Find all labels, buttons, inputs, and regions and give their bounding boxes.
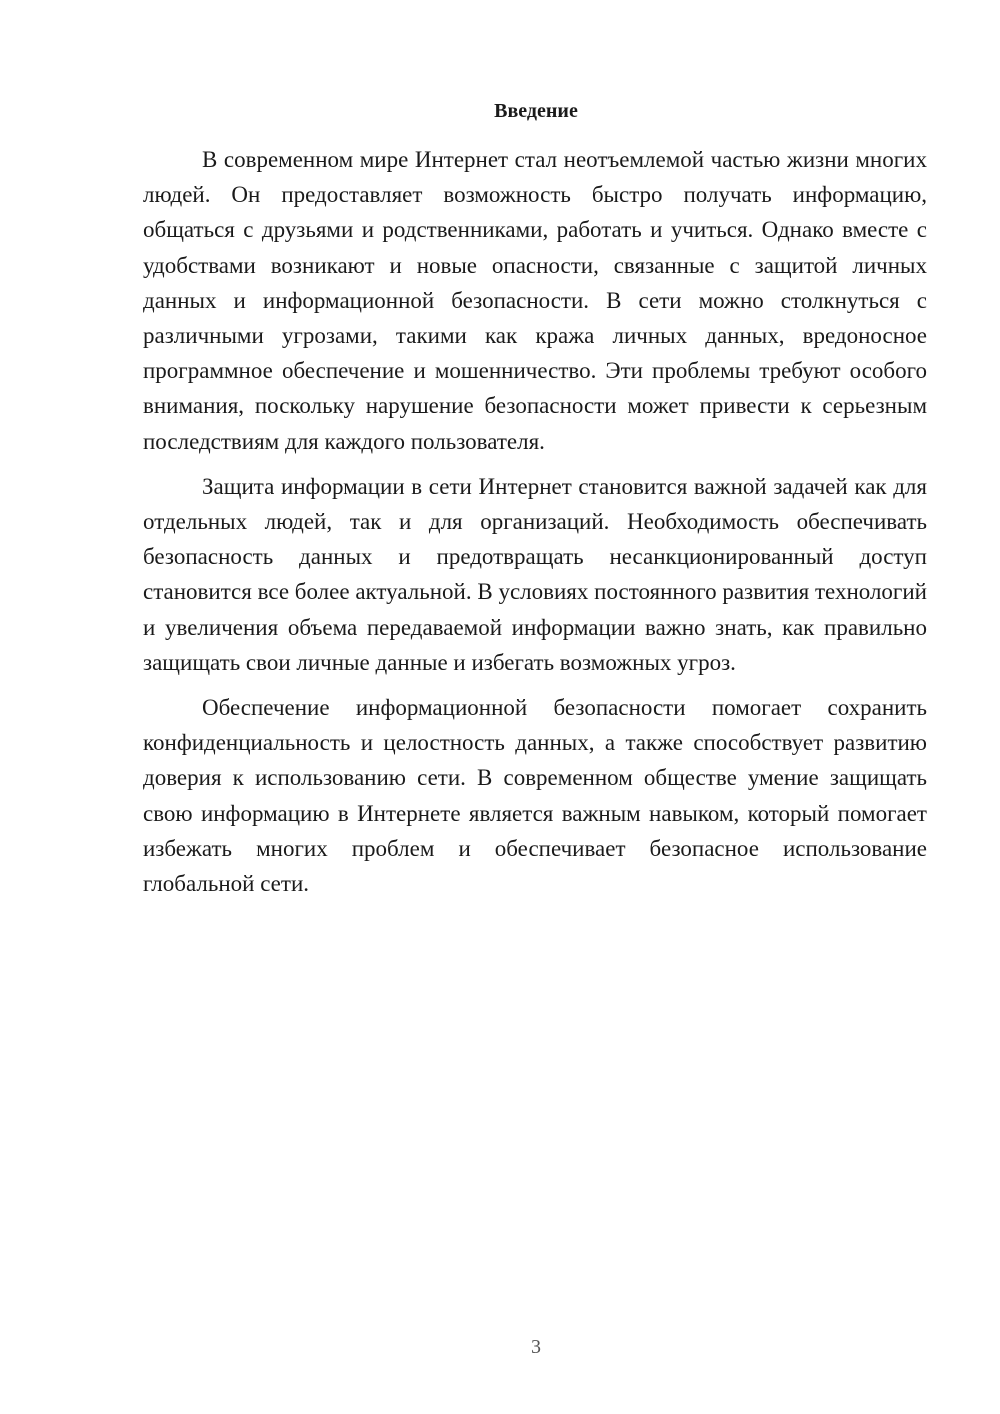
body-text bbox=[143, 142, 927, 911]
paragraph-1: В современном мире Интернет стал неотъемлемой частью жизни многих людей. Он предоставляет возможность быстро получать информацию, общаться с друзьями и родственниками, работать и учиться. Однако вместе с удобствами возникают и новые опасности, связанные с защитой личных данных и информационной безопасности. В сети можно столкнуться с различными угрозами, такими как кража личных данных, вредоносное программное обеспечение и мошенничество. Эти проблемы требуют особого внимания, поскольку нарушение безопасности может привести к серьезным последствиям для каждого пользователя. bbox=[143, 147, 927, 454]
page-number: 3 bbox=[531, 1336, 541, 1358]
paragraph-3: Обеспечение информационной безопасности помогает сохранить конфиденциальность и целостность данных, а также способствует развитию доверия к использованию сети. В современном обществе умение защищать свою информацию в Интернете является важным навыком, который помогает избежать многих проблем и обеспечивает безопасное использование глобальной сети. bbox=[143, 695, 927, 897]
paragraph-2: Защита информации в сети Интернет становится важной задачей как для отдельных людей, так и для организаций. Необходимость обеспечивать безопасность данных и предотвращать несанкционированный доступ становится все более актуальной. В условиях постоянного развития технологий и увеличения объема передаваемой информации важно знать, как правильно защищать свои личные данные и избегать возможных угроз. bbox=[143, 473, 927, 675]
section-heading: Введение bbox=[494, 100, 578, 122]
